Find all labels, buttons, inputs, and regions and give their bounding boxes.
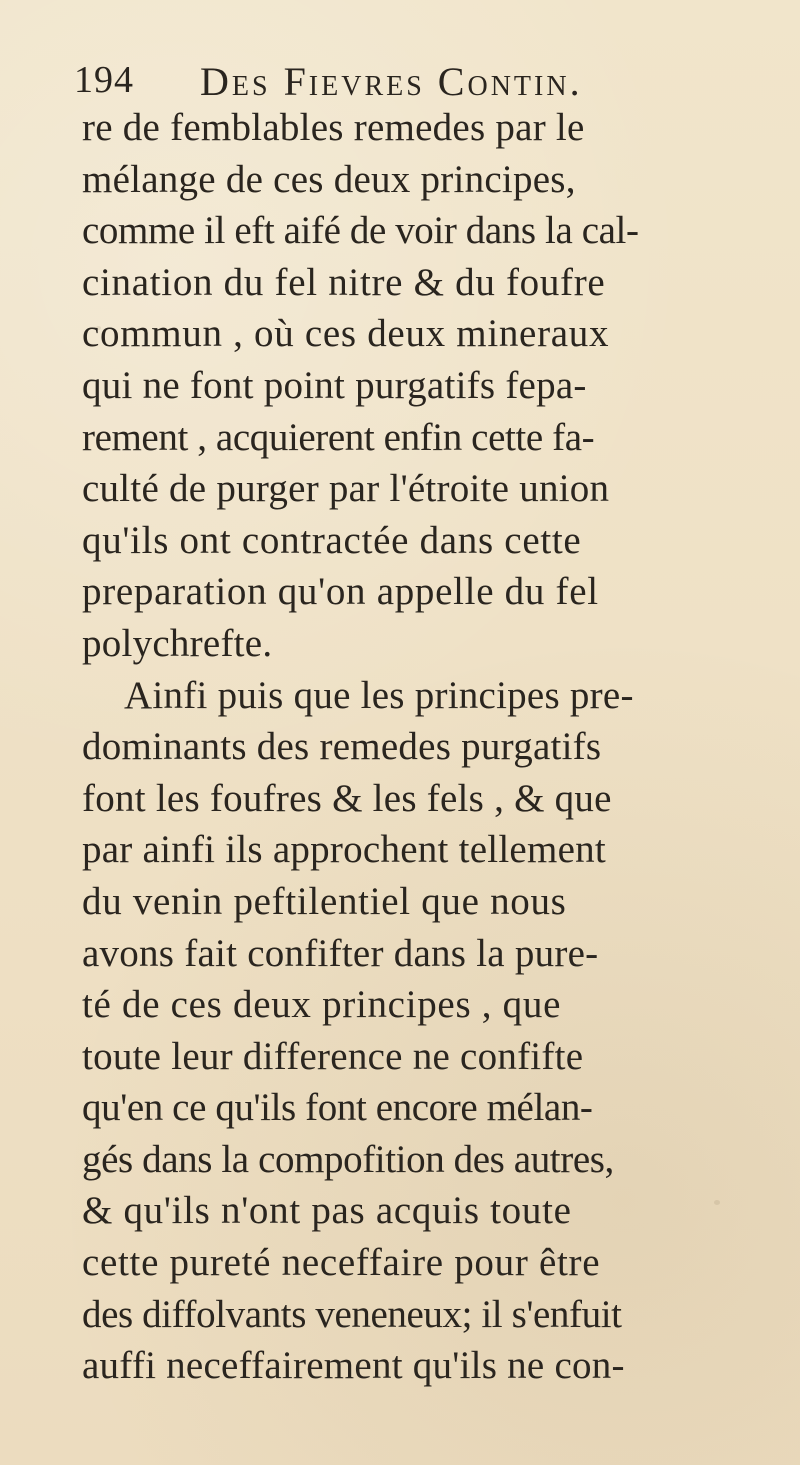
text-line: commun , où ces deux mineraux (82, 312, 610, 356)
text-line: culté de purger par l'étroite union (82, 467, 610, 511)
page-number: 194 (74, 59, 134, 101)
text-line: rement , acquierent enfin cette fa- (82, 415, 595, 459)
text-line: avons fait confifter dans la pure- (82, 931, 599, 975)
text-line: qu'ils ont contractée dans cette (82, 518, 582, 562)
text-line: polychrefte. (82, 621, 273, 665)
text-line: qu'en ce qu'ils font encore mélan- (82, 1086, 593, 1130)
text-line: preparation qu'on appelle du fel (82, 570, 599, 614)
text-line: cination du fel nitre & du foufre (82, 260, 606, 304)
text-line: cette pureté neceffaire pour être (82, 1241, 601, 1285)
text-line: dominants des remedes purgatifs (82, 725, 602, 769)
text-line: qui ne font point purgatifs fepa- (82, 363, 587, 407)
text-line: mélange de ces deux principes, (82, 157, 576, 201)
text-line: auffi neceffairement qu'ils ne con- (82, 1344, 625, 1388)
text-line: font les foufres & les fels , & que (82, 776, 612, 820)
text-line: Ainfi puis que les principes pre- (124, 673, 634, 717)
text-line: re de femblables remedes par le (82, 106, 585, 149)
text-line: des diffolvants veneneux; il s'enfuit (82, 1292, 622, 1336)
text-line: comme il eft aifé de voir dans la cal- (82, 209, 639, 253)
text-line: & qu'ils n'ont pas acquis toute (82, 1189, 572, 1233)
text-line: té de ces deux principes , que (82, 983, 562, 1027)
body-text (82, 102, 772, 1392)
text-line: par ainfi ils approchent tellement (82, 828, 606, 872)
text-line: du venin peftilentiel que nous (82, 879, 567, 923)
running-head: Des Fievres Contin. (200, 59, 583, 104)
text-line: toute leur difference ne confifte (82, 1034, 584, 1078)
text-line: gés dans la compofition des autres, (82, 1137, 614, 1181)
page-header (74, 58, 714, 108)
